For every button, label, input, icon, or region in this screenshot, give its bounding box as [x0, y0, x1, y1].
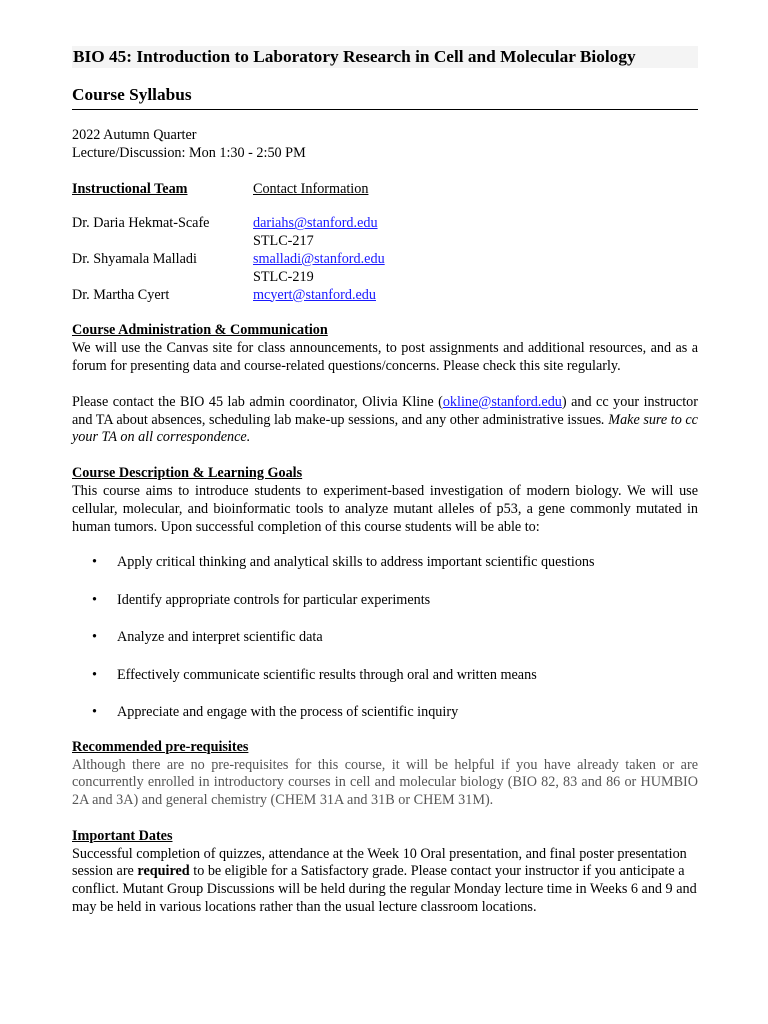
member-office: STLC-219 [253, 268, 314, 285]
prereq-paragraph: Although there are no pre-requisites for this course, it will be helpful if you have already taken or are concurrently enrolled in introductory courses in cell and molecular biology (BIO 82, 83 and 86 or HUMBIO 2A and 3A) and general chemistry (CHEM 31A and 31B or CHEM 31M). [72, 756, 698, 809]
bullet-icon: • [92, 666, 97, 683]
team-member-row [72, 215, 698, 233]
required-emphasis: required [137, 863, 190, 880]
list-item: • Effectively communicate scientific results through oral and written means [92, 666, 537, 683]
dates-heading: Important Dates [72, 827, 173, 844]
team-member-row [72, 287, 698, 305]
team-member-row [72, 251, 698, 269]
member-name: Dr. Daria Hekmat-Scafe [72, 215, 210, 232]
admin-paragraph: We will use the Canvas site for class announcements, to post assignments and additional resources, and as a forum for presenting data and course-related questions/concerns. Please check this site regularly. [72, 340, 698, 374]
syllabus-page [72, 46, 698, 917]
description-paragraph: This course aims to introduce students to experiment-based investigation of modern biology. We will use cellular, molecular, and bioinformatic tools to analyze mutant alleles of p53, a gene commonly mutated in human tumors. Upon successful completion of this course students will be able to: [72, 482, 698, 535]
learning-goals-list [72, 554, 698, 721]
prereq-heading: Recommended pre-requisites [72, 738, 249, 755]
course-title: BIO 45: Introduction to Laboratory Research in Cell and Molecular Biology [72, 46, 698, 68]
lecture-time-text: Lecture/Discussion: Mon 1:30 - 2:50 PM [72, 144, 306, 161]
admin-contact-paragraph: Please contact the BIO 45 lab admin coordinator, Olivia Kline (okline@stanford.edu) and cc your instructor and TA about absences, scheduling lab make-up sessions, and any other administrative issues. Make sure to cc your TA on all correspondence. [72, 393, 698, 446]
bullet-icon: • [92, 629, 97, 646]
list-item: • Identify appropriate controls for particular experiments [92, 591, 431, 608]
description-heading: Course Description & Learning Goals [72, 465, 303, 482]
team-member-office-row [72, 233, 698, 251]
team-heading: Instructional Team [72, 180, 188, 197]
list-item: • Appreciate and engage with the process of scientific inquiry [92, 703, 459, 720]
team-member-office-row [72, 269, 698, 287]
admin-heading: Course Administration & Communication [72, 322, 328, 339]
member-email-link[interactable]: mcyert@stanford.edu [253, 286, 376, 303]
member-email-link[interactable]: smalladi@stanford.edu [253, 250, 385, 267]
member-office: STLC-217 [253, 233, 314, 250]
list-item: • Apply critical thinking and analytical skills to address important scientific questions [92, 554, 595, 571]
dates-paragraph: Successful completion of quizzes, attendance at the Week 10 Oral presentation, and final poster presentation session are required to be eligible for a Satisfactory grade. Please contact your instructor if you anticipate a conflict. Mutant Group Discussions will be held during the regular Monday lecture time in Weeks 6 and 9 and may be held in various locations rather than the usual lecture classroom locations. [72, 845, 697, 916]
member-email-link[interactable]: dariahs@stanford.edu [253, 215, 378, 232]
member-name: Dr. Shyamala Malladi [72, 250, 197, 267]
syllabus-heading: Course Syllabus [72, 84, 698, 110]
member-name: Dr. Martha Cyert [72, 286, 170, 303]
team-header [72, 181, 698, 199]
contact-heading: Contact Information [253, 180, 369, 197]
course-meta [72, 127, 698, 163]
bullet-icon: • [92, 591, 97, 608]
cc-ta-note: . Make sure to cc your TA on all correspondence. [72, 411, 698, 446]
list-item: • Analyze and interpret scientific data [92, 629, 323, 646]
team-list [72, 215, 698, 304]
quarter-text: 2022 Autumn Quarter [72, 127, 197, 143]
bullet-icon: • [92, 554, 97, 571]
coordinator-email-link[interactable]: okline@stanford.edu [442, 393, 562, 410]
bullet-icon: • [92, 703, 97, 720]
